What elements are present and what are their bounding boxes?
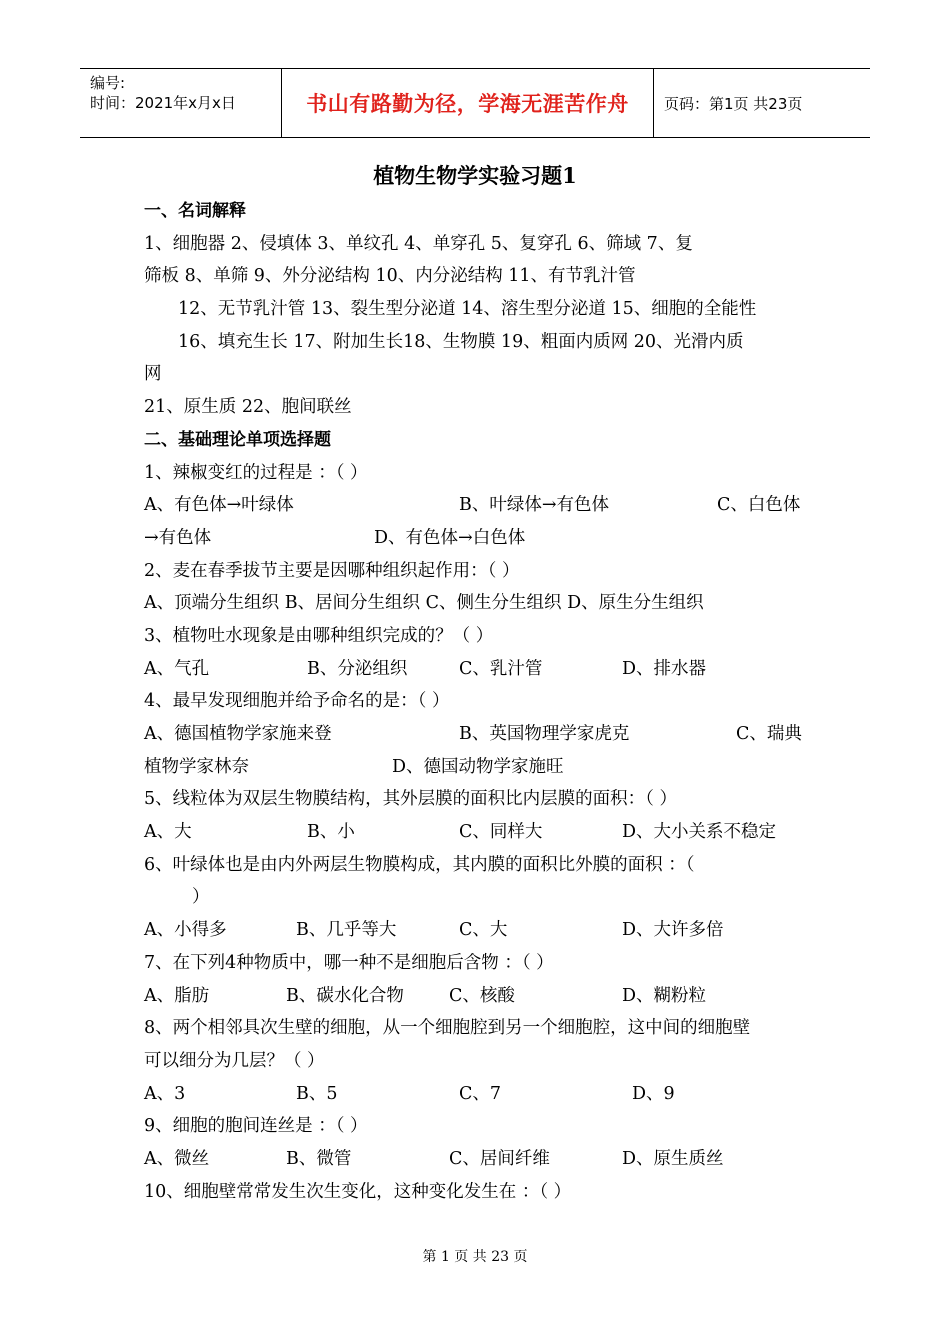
page-info-text: 页码：第1页 共23页 [664,94,803,113]
header-page-info [654,69,870,137]
document-title: 植物生物学实验习题1 [373,163,577,188]
terms-line-5: 网 [144,364,162,385]
question-3-options [144,653,809,686]
question-1: 1、辣椒变红的过程是 ：（ ） [144,462,368,483]
question-4: 4、最早发现细胞并给予命名的是：（ ） [144,691,450,712]
q1-option-c-cont: →有色体 [144,527,212,548]
terms-line-6: 21、原生质 22、胞间联丝 [144,397,352,418]
q9-option-d: D、原生质丝 [622,1148,724,1169]
q1-option-c: C、白色体 [717,495,801,516]
question-4-options [144,718,809,751]
question-6-cont: ） [192,887,210,908]
q7-option-b: B、碳水化合物 [286,985,404,1006]
q4-option-a: A、德国植物学家施来登 [144,724,332,744]
q9-option-c: C、居间纤维 [449,1148,550,1169]
q4-option-c: C、瑞典 [736,724,802,744]
motto-text: 书山有路勤为径，学海无涯苦作舟 [306,92,629,116]
time-label: 时间：2021年x月x日 [90,94,236,112]
q4-option-d: D、德国动物学家施旺 [392,756,564,777]
q7-option-a: A、脂肪 [144,985,210,1006]
q1-option-b: B、叶绿体→有色体 [459,495,610,516]
q5-option-d: D、大小关系不稳定 [622,822,777,843]
q8-option-a: A、3 [144,1083,186,1104]
question-4-options-cont [144,751,809,784]
q7-option-c: C、核酸 [449,985,515,1006]
question-5-options [144,816,809,849]
question-2: 2、麦在春季拔节主要是因哪种组织起作用：（ ） [144,560,520,581]
q9-option-a: A、微丝 [144,1148,210,1169]
question-7: 7、在下列4种物质中，哪一种不是细胞后含物 ：（ ） [144,952,554,973]
section1-heading: 一、名词解释 [144,201,246,221]
question-8-cont: 可以细分为几层？（ ） [144,1050,325,1071]
q7-option-d: D、糊粉粒 [622,985,707,1006]
question-6: 6、叶绿体也是由内外两层生物膜构成，其内膜的面积比外膜的面积 ：（ [144,854,695,875]
question-2-options: A、顶端分生组织 B、居间分生组织 C、侧生分生组织 D、原生分生组织 [144,593,704,614]
q3-option-a: A、气孔 [144,658,210,679]
header-meta [80,69,282,137]
document-body [144,195,809,1208]
terms-line-1: 1、细胞器 2、侵填体 3、单纹孔 4、单穿孔 5、复穿孔 6、筛域 7、复 [144,233,693,254]
question-8: 8、两个相邻具次生壁的细胞，从一个细胞腔到另一个细胞腔，这中间的细胞壁 [144,1018,751,1039]
terms-line-2: 筛板 8、单筛 9、外分泌结构 10、内分泌结构 11、有节乳汁管 [144,266,636,287]
number-label: 编号: [90,74,126,92]
question-1-options-cont [144,522,809,555]
question-5: 5、线粒体为双层生物膜结构，其外层膜的面积比内层膜的面积：（ ） [144,789,677,810]
q3-option-c: C、乳汁管 [459,658,543,679]
q6-option-a: A、小得多 [144,920,227,941]
q8-option-c: C、7 [459,1083,502,1104]
q8-option-d: D、9 [632,1083,675,1104]
q8-option-b: B、5 [296,1083,338,1104]
section2-heading: 二、基础理论单项选择题 [144,429,331,450]
q5-option-c: C、同样大 [459,822,543,843]
q5-option-b: B、小 [307,822,355,843]
terms-line-3: 12、无节乳汁管 13、裂生型分泌道 14、溶生型分泌道 15、细胞的全能性 [178,299,757,320]
q9-option-b: B、微管 [286,1148,352,1169]
header-motto [282,69,654,137]
q4-option-b: B、英国物理学家虎克 [459,724,630,744]
question-7-options [144,980,809,1013]
page-header [80,68,870,138]
terms-line-4: 16、填充生长 17、附加生长18、生物膜 19、粗面内质网 20、光滑内质 [178,331,744,352]
q6-option-c: C、大 [459,920,508,941]
question-6-options [144,914,809,947]
q1-option-d: D、有色体→白色体 [374,527,526,548]
question-1-options [144,489,809,522]
question-9: 9、细胞的胞间连丝是 ：（ ） [144,1116,368,1137]
page-footer: 第 1 页 共 23 页 [422,1249,528,1265]
q1-option-a: A、有色体→叶绿体 [144,495,294,516]
q6-option-d: D、大许多倍 [622,920,724,941]
question-10: 10、细胞壁常常发生次生变化，这种变化发生在 ：（ ） [144,1181,572,1202]
q3-option-d: D、排水器 [622,658,707,679]
question-9-options [144,1143,809,1176]
q3-option-b: B、分泌组织 [307,658,408,679]
q4-option-c-cont: 植物学家林奈 [144,756,249,777]
q5-option-a: A、大 [144,822,192,843]
question-8-options [144,1078,809,1111]
question-3: 3、植物吐水现象是由哪种组织完成的？（ ） [144,625,494,646]
q6-option-b: B、几乎等大 [296,920,397,941]
